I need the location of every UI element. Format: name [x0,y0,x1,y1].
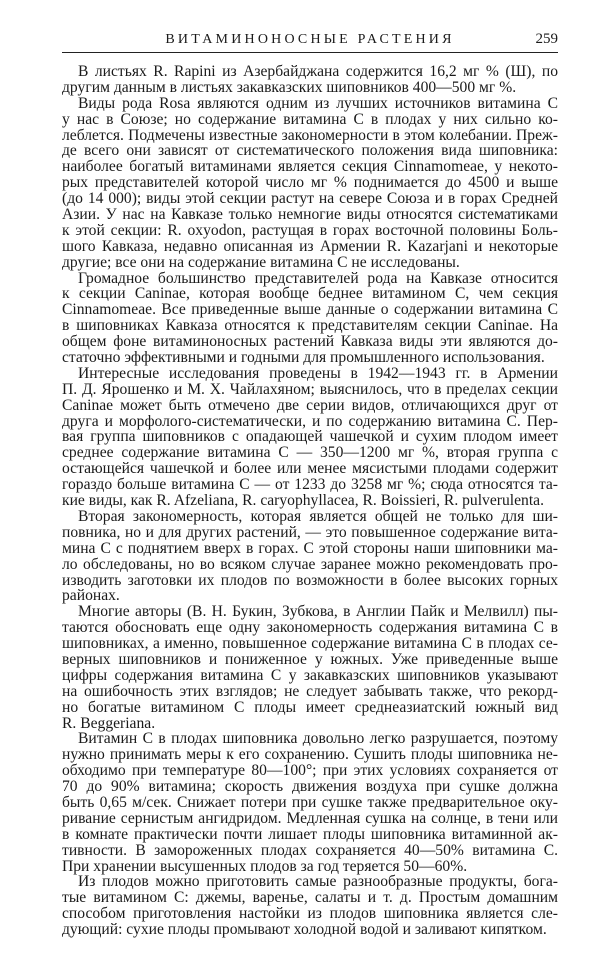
text-line: статочно эффективными и годными для промышленного использования. [62,349,545,367]
text-line: Громадное большинство представителей рода на Кавказе относится [78,269,558,287]
text-line: повника, но и для других растений, — это повышенное содержание вита- [62,523,558,541]
text-line: В листьях R. Rapini из Азербайджана содержится 16,2 мг % (Ш), по [78,63,558,80]
text-line: П. Д. Ярошенко и М. Х. Чайлахяном; выяснилось, что в пределах секции [62,380,558,398]
text-line: в шиповниках Кавказа относятся к представителям секции Caninae. На [62,317,558,335]
text-line: тые витамином С: джемы, варенье, салаты и т. д. Простым домашним [62,889,558,907]
text-line: верных шиповников и пониженное у южных. Уже приведенные выше [62,650,558,668]
text-line: кие виды, как R. Afzeliana, R. caryophyllacea, R. Boissieri, R. pulverulenta. [62,492,544,510]
running-header [62,30,558,53]
text-line: общем фоне витаминоносных растений Кавказа виды эти являются до- [62,333,558,351]
text-line: Вторая закономерность, которая является общей не только для ши- [78,507,558,525]
running-title: ВИТАМИНОНОСНЫЕ РАСТЕНИЯ [165,32,455,47]
text-line: Многие авторы (В. Н. Букин, Зубкова, в Англии Пайк и Мелвилл) пы- [78,603,558,621]
paragraph [62,366,558,509]
text-line: районах. [62,587,120,605]
paragraph [62,874,558,938]
text-line: быть 0,65 м/сек. Снижает потери при сушке также предварительное оку- [62,793,558,811]
text-line: другим данным в листьях закавказских шиповников 400—500 мг %. [62,78,517,96]
body-text [62,64,558,938]
text-line: Виды рода Rosa являются одним из лучших источников витамина С [78,94,558,112]
text-line: Caninae может быть отмечено две серии видов, отличающихся друг от [62,396,558,414]
text-line: шиповниках, а именно, повышенное содержание витамина С в плодах се- [62,635,558,653]
text-line: Из плодов можно приготовить самые разнообразные продукты, бога- [78,873,558,891]
text-line: у нас в Союзе; но содержание витамина С в плодах у них сильно ко- [62,110,558,128]
text-line: гораздо больше витамина С — от 1233 до 3258 мг %; сюда относятся та- [62,476,558,494]
text-line: леблется. Подмечены известные закономерности в этом колебании. Преж- [62,126,558,144]
paragraph [62,509,558,604]
text-line: но богатые витамином С плоды имеет среднеазиатский южный вид [62,698,558,716]
text-line: вая группа шиповников с опадающей чашечкой и сухим плодом имеет [62,428,558,446]
text-line: изводить заготовки их плодов по возможности в более высоких горных [62,571,558,589]
text-line: Cinnamomeae. Все приведенные выше данные о содержании витамина С [62,301,558,319]
text-line: другие; все они на содержание витамина С не исследованы. [62,253,460,271]
paragraph [62,64,558,96]
paragraph [62,604,558,731]
text-line: мина С с поднятием вверх в горах. С этой стороны наши шиповники ма- [62,539,558,557]
text-line: ло обследованы, но во всяком случае заранее можно рекомендовать про- [62,555,558,573]
text-line: способом приготовления настойки из плодов шиповника является сле- [62,905,558,923]
text-line: Азии. У нас на Кавказе только немногие виды относятся систематиками [62,206,558,224]
text-line: тивности. В замороженных плодах сохраняется 40—50% витамина С. [62,841,558,859]
text-line: нужно принимать меры к его сохранению. Сушить плоды шиповника не- [62,746,558,764]
page-number: 259 [535,31,558,47]
paragraph [62,731,558,874]
text-line: к этой секции: R. oxyodon, растущая в горах восточной половины Боль- [62,221,558,239]
text-line: друга и морфолого-систематически, и по содержанию витамина С. Пер- [62,412,558,430]
text-line: цифры содержания витамина С у закавказских шиповников указывают [62,666,558,684]
text-line: де всего они зависят от систематического положения вида шиповника: [62,142,558,160]
text-line: ривание сернистым ангидридом. Медленная сушка на солнце, в тени или [62,809,558,827]
paragraph [62,96,558,271]
text-line: дующий: сухие плоды промывают холодной водой и заливают кипятком. [62,921,547,939]
text-line: (до 14 000); виды этой секции растут на севере Союза и в горах Средней [62,190,558,208]
text-line: в комнате практически почти лишает плоды шиповника витаминной ак- [62,825,558,843]
paragraph [62,271,558,366]
text-line: Витамин С в плодах шиповника довольно легко разрушается, поэтому [78,730,558,748]
text-line: обходимо при температуре 80—100°; при этих условиях сохраняется от [62,762,558,780]
text-line: таются обосновать еще одну закономерность содержания витамина С в [62,619,558,637]
text-line: к секции Caninae, которая вообще беднее витамином С, чем секция [62,285,558,303]
text-line: остающейся чашечкой и более или менее мясистыми плодами содержит [62,460,558,478]
text-line: среднее содержание витамина С — 350—1200 мг %, вторая группа с [62,444,558,462]
text-line: При хранении высушенных плодов за год теряется 50—60%. [62,857,468,875]
text-line: рых представителей которой число мг % поднимается до 4500 и выше [62,174,558,192]
text-line: 70 до 90% витамина; скорость движения воздуха при сушке должна [62,778,558,796]
text-line: R. Beggeriana. [62,714,156,732]
text-line: на ошибочность этих взглядов; не следует забывать также, что рекорд- [62,682,558,700]
text-line: Интересные исследования проведены в 1942—1943 гг. в Армении [78,364,558,382]
text-line: наиболее богатый витаминами является секция Cinnamomeae, у некото- [62,158,558,176]
text-line: шого Кавказа, недавно описанная из Армении R. Kazarjani и некоторые [62,237,558,255]
